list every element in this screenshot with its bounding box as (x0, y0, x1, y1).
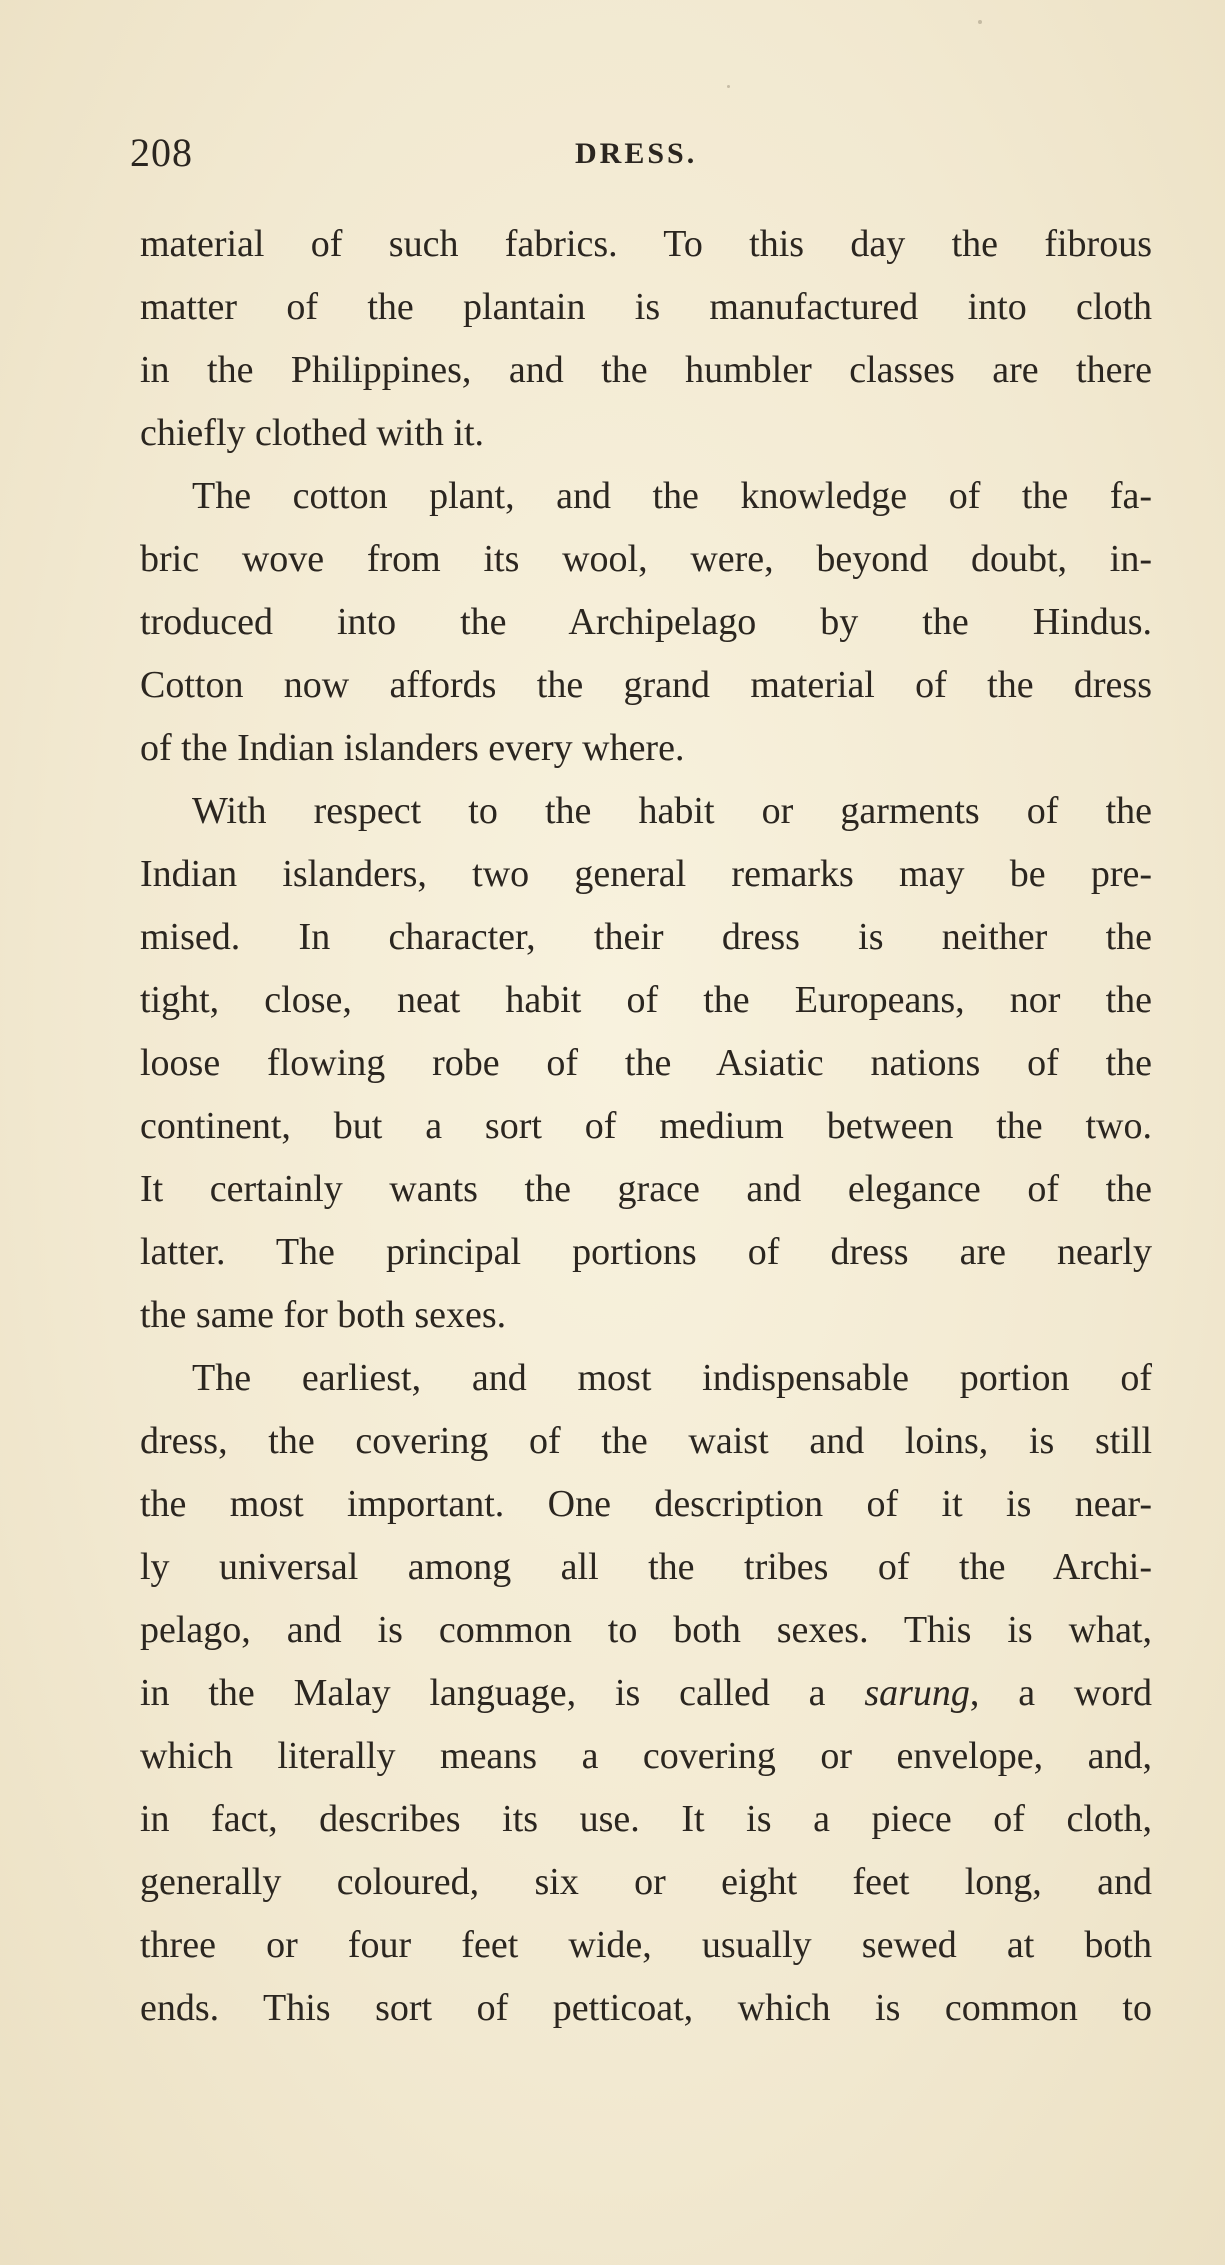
text-line: The cotton plant, and the knowledge of the fa- (192, 475, 1152, 517)
text-line: Indian islanders, two general remarks may be pre- (140, 853, 1152, 895)
text-line: pelago, and is common to both sexes. This is what, (140, 1609, 1152, 1651)
text-segment: in the Malay language, is called a (140, 1672, 865, 1714)
text-line: Cotton now affords the grand material of the dress (140, 664, 1152, 706)
text-line: chiefly clothed with it. (140, 412, 485, 454)
body-text (140, 213, 1152, 2040)
text-line: in the Philippines, and the humbler classes are there (140, 349, 1152, 391)
text-line: material of such fabrics. To this day the fibrous (140, 223, 1152, 265)
text-segment: , a word (969, 1672, 1152, 1714)
text-line: continent, but a sort of medium between the two. (140, 1105, 1152, 1147)
page-header (130, 128, 1130, 178)
text-line: tight, close, neat habit of the Europeans, nor the (140, 979, 1152, 1021)
text-line: loose flowing robe of the Asiatic nations of the (140, 1042, 1152, 1084)
text-line: in fact, describes its use. It is a piece of cloth, (140, 1798, 1152, 1840)
text-line: The earliest, and most indispensable portion of (192, 1357, 1152, 1399)
text-line: ly universal among all the tribes of the Archi- (140, 1546, 1152, 1588)
text-line: of the Indian islanders every where. (140, 727, 685, 769)
text-line: the same for both sexes. (140, 1294, 507, 1336)
text-line: generally coloured, six or eight feet long, and (140, 1861, 1152, 1903)
text-line: three or four feet wide, usually sewed at both (140, 1924, 1152, 1966)
italic-term: sarung (864, 1672, 970, 1714)
text-line: ends. This sort of petticoat, which is common to (140, 1987, 1152, 2029)
text-line: matter of the plantain is manufactured into cloth (140, 286, 1152, 328)
text-line: mised. In character, their dress is neither the (140, 916, 1152, 958)
text-line: bric wove from its wool, were, beyond doubt, in- (140, 538, 1152, 580)
ink-speck (727, 85, 730, 88)
page-number: 208 (130, 130, 193, 175)
text-line: which literally means a covering or envelope, and, (140, 1735, 1152, 1777)
running-title: DRESS. (575, 137, 698, 170)
text-line: With respect to the habit or garments of the (192, 790, 1152, 832)
text-line: the most important. One description of it is near- (140, 1483, 1152, 1525)
text-line: dress, the covering of the waist and loins, is still (140, 1420, 1152, 1462)
text-line: It certainly wants the grace and elegance of the (140, 1168, 1152, 1210)
ink-speck (978, 20, 982, 24)
text-line (140, 1662, 1152, 1725)
text-line: latter. The principal portions of dress are nearly (140, 1231, 1152, 1273)
text-line: troduced into the Archipelago by the Hindus. (140, 601, 1152, 643)
